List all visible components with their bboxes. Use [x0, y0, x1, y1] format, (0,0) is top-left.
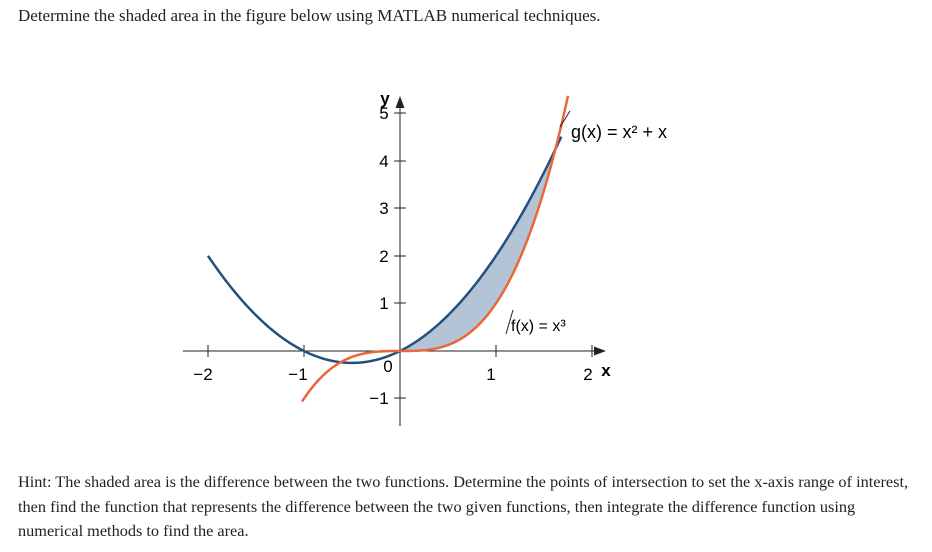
x-axis-arrow — [594, 347, 606, 356]
y-axis-label: y — [380, 89, 390, 108]
y-tick-label: 1 — [379, 294, 389, 313]
x-tick-label: −1 — [288, 365, 308, 384]
y-tick-label: 2 — [379, 247, 389, 266]
hint-text: Hint: The shaded area is the difference between the two functions. Determine the points of intersection to set the x-axis range of interest, then find the function that represents the difference between the two given functions, then integrate the difference function using numerical methods to find the area. — [18, 472, 909, 540]
y-axis-arrow — [396, 96, 405, 108]
y-tick-label: 4 — [379, 152, 389, 171]
question-text: Determine the shaded area in the figure below using MATLAB numerical techniques. — [18, 6, 601, 25]
f-function-label: f(x) = x³ — [511, 318, 566, 335]
y-tick-label: −1 — [369, 389, 389, 408]
x-axis-label: x — [601, 361, 611, 380]
x-tick-label: 0 — [383, 357, 393, 376]
x-tick-label: 2 — [583, 365, 593, 384]
g-function-label: g(x) = x² + x — [571, 122, 668, 142]
f-curve — [302, 96, 568, 402]
x-tick-label: 1 — [486, 365, 496, 384]
x-tick-label: −2 — [193, 365, 213, 384]
y-tick-label: 3 — [379, 199, 389, 218]
y-tick-label: 5 — [379, 104, 389, 123]
